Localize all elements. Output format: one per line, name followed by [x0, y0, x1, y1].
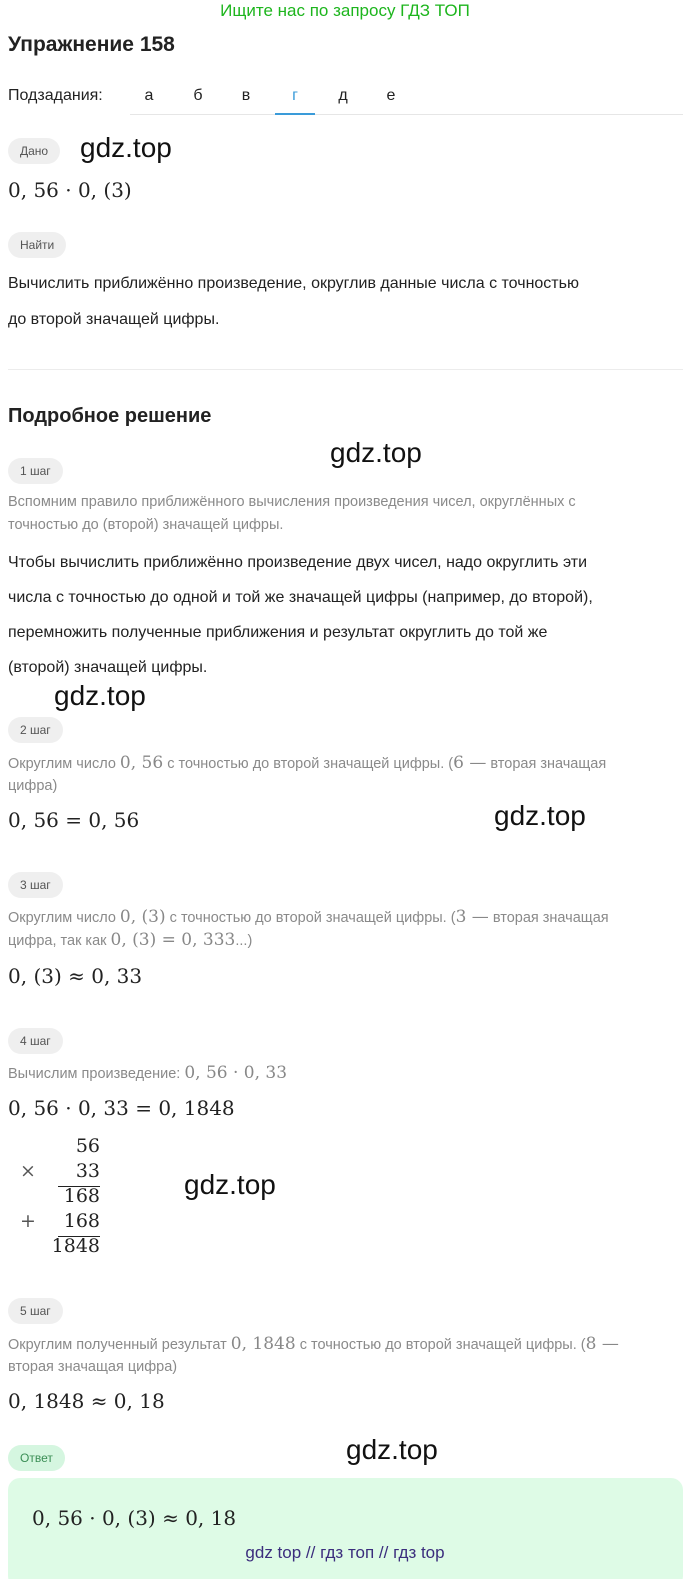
page-title: Упражнение 158 — [8, 33, 175, 56]
step-formula: 0, (3) ≈ 0, 33 — [8, 964, 143, 988]
column-multiplication — [14, 1135, 114, 1260]
tab-subtask-v[interactable]: в — [241, 87, 251, 104]
footer-links[interactable]: gdz top // гдз топ // гдз top — [245, 1543, 445, 1562]
step-badge: 3 шаг — [8, 872, 63, 898]
answer-formula: 0, 56 · 0, (3) ≈ 0, 18 — [32, 1506, 237, 1530]
partial-product-2: 168 — [63, 1210, 100, 1232]
step-formula: 0, 56 · 0, 33 = 0, 1848 — [8, 1096, 235, 1120]
step-hint: вторая значащая цифра) — [8, 1359, 178, 1375]
step-body-line: числа с точностью до одной и той же значащей цифры (например, до второй), — [8, 589, 593, 606]
tab-subtask-a[interactable]: а — [144, 87, 154, 104]
given-expression: 0, 56 · 0, (3) — [8, 178, 132, 202]
step-formula: 0, 1848 ≈ 0, 18 — [8, 1389, 165, 1413]
step-hint: цифра) — [8, 778, 58, 794]
step-badge: 2 шаг — [8, 717, 63, 743]
answer-badge: Ответ — [8, 1445, 65, 1471]
step-hint: Вычислим произведение: 0, 56 · 0, 33 — [8, 1063, 288, 1083]
product-result: 1848 — [51, 1235, 100, 1257]
subtasks-nav — [8, 84, 683, 116]
find-text-line1: Вычислить приближённо произведение, округлив данные числа с точностью — [8, 275, 579, 292]
step-body-line: Чтобы вычислить приближённо произведение двух чисел, надо округлить эти — [8, 554, 588, 571]
step-body-line: перемножить полученные приближения и результат округлить до той же — [8, 624, 548, 641]
plus-sign: + — [20, 1210, 36, 1232]
subtasks-label: Подзадания: — [8, 87, 103, 104]
step-hint: цифра, так как 0, (3) = 0, 333...) — [8, 930, 253, 950]
partial-product-1: 168 — [63, 1185, 100, 1207]
find-badge: Найти — [8, 232, 66, 258]
step-formula: 0, 56 = 0, 56 — [8, 808, 140, 832]
factor-1: 56 — [75, 1135, 100, 1157]
step-badge: 1 шаг — [8, 458, 63, 484]
search-banner: Ищите нас по запросу ГДЗ ТОП — [220, 1, 470, 20]
tab-subtask-g[interactable]: г — [275, 84, 315, 115]
solution-title: Подробное решение — [8, 405, 212, 427]
step-body-line: (второй) значащей цифры. — [8, 659, 208, 676]
step-hint: точностью до (второй) значащей цифры. — [8, 517, 284, 533]
given-badge: Дано — [8, 138, 60, 164]
find-text-line2: до второй значащей цифры. — [8, 311, 220, 328]
tab-subtask-e[interactable]: е — [386, 87, 396, 104]
step-hint: Округлим число 0, (3) с точностью до второй значащей цифры. (3 — вторая значащая — [8, 907, 609, 927]
section-divider — [8, 369, 683, 370]
watermark: gdz.top — [54, 680, 146, 711]
watermark: gdz.top — [494, 800, 586, 831]
watermark: gdz.top — [346, 1434, 438, 1465]
watermark: gdz.top — [330, 437, 422, 468]
step-badge: 4 шаг — [8, 1028, 63, 1054]
step-hint: Округлим полученный результат 0, 1848 с точностью до второй значащей цифры. (8 — — [8, 1334, 619, 1354]
tab-subtask-b[interactable]: б — [193, 87, 203, 104]
watermark: gdz.top — [80, 132, 172, 163]
factor-2: 33 — [75, 1160, 100, 1182]
tab-subtask-d[interactable]: д — [338, 87, 348, 104]
step-hint: Вспомним правило приближённого вычисления произведения чисел, округлённых с — [8, 494, 576, 510]
step-hint: Округлим число 0, 56 с точностью до второй значащей цифры. (6 — вторая значащая — [8, 753, 607, 773]
watermark: gdz.top — [184, 1169, 276, 1200]
step-badge: 5 шаг — [8, 1298, 63, 1324]
times-sign: × — [20, 1160, 36, 1182]
